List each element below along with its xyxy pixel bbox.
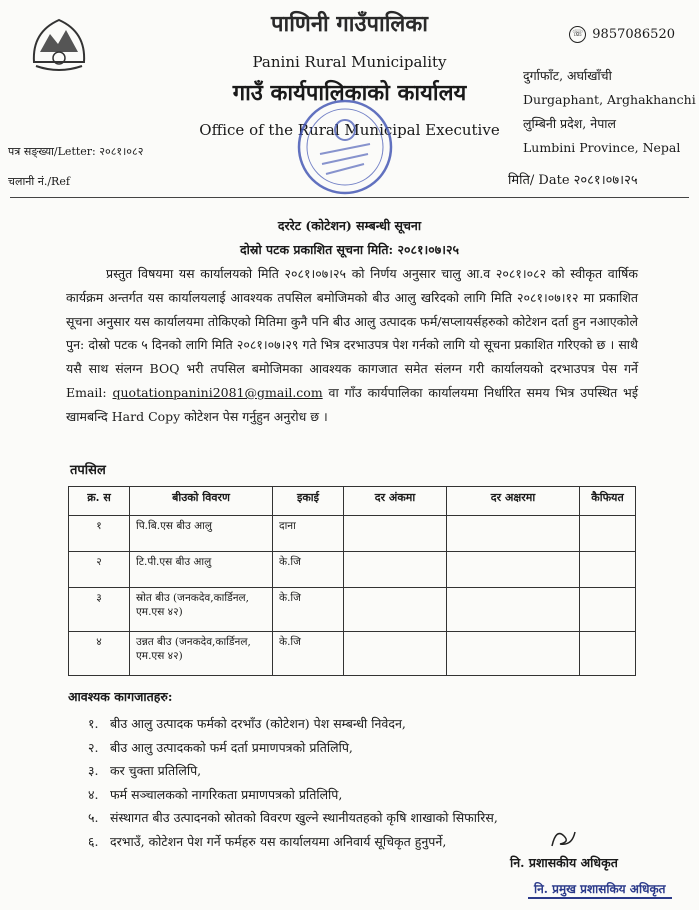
row-rate-figures[interactable] (344, 588, 447, 632)
list-text: फर्म सञ्चालकको नागरिकता प्रमाणपत्रको प्रतिलिपि, (110, 786, 343, 802)
row-rate-words[interactable] (447, 552, 580, 588)
address-line: Lumbini Province, Nepal (523, 140, 681, 155)
col-unit: इकाई (273, 487, 344, 516)
row-rate-figures[interactable] (344, 632, 447, 676)
header-divider (10, 197, 689, 198)
row-description: स्रोत बीउ (जनकदेव,कार्डिनल, एम.एस ४२) (130, 588, 273, 632)
list-number: ३. (88, 763, 99, 778)
signature-mark (548, 826, 578, 852)
row-description: उन्नत बीउ (जनकदेव,कार्डिनल, एम.एस ४२) (130, 632, 273, 676)
row-remarks[interactable] (580, 588, 636, 632)
table-row (69, 588, 636, 632)
list-item (88, 759, 498, 783)
col-rate-words: दर अक्षरमा (447, 487, 580, 516)
row-sn: ४ (69, 632, 130, 676)
phone-icon: ☏ (569, 26, 586, 43)
row-sn: ३ (69, 588, 130, 632)
address-block (523, 64, 696, 160)
list-item (88, 806, 498, 830)
official-stamp (290, 92, 400, 202)
address-line: Durgaphant, Arghakhanchi (523, 92, 696, 107)
list-text: बीउ आलु उत्पादकको फर्म दर्ता प्रमाणपत्रको प्रतिलिपि, (110, 739, 353, 755)
row-unit: के.जि (273, 552, 344, 588)
row-sn: २ (69, 552, 130, 588)
address-line: लुम्बिनी प्रदेश, नेपाल (523, 116, 617, 131)
list-item (88, 783, 498, 807)
row-description: पि.बि.एस बीउ आलु (130, 516, 273, 552)
row-remarks[interactable] (580, 516, 636, 552)
notice-title: दररेट (कोटेशन) सम्बन्धी सूचना (277, 218, 422, 233)
phone-number (569, 26, 675, 43)
required-documents-list (88, 712, 498, 853)
row-rate-figures[interactable] (344, 552, 447, 588)
reference-number: चलानी नं./Ref (8, 175, 70, 188)
municipality-name-np: पाणिनी गाउँपालिका (271, 11, 428, 37)
table-row (69, 552, 636, 588)
municipality-name-en: Panini Rural Municipality (252, 53, 447, 71)
issue-date: मिति/ Date २०८१।०७।२५ (508, 173, 638, 188)
signatory-title: नि. प्रशासकीय अधिकृत (510, 855, 618, 870)
row-remarks[interactable] (580, 552, 636, 588)
list-number: २. (88, 739, 99, 755)
list-text: बीउ आलु उत्पादक फर्मको दरभाँउ (कोटेशन) पेश सम्बन्धी निवेदन, (110, 716, 406, 731)
required-documents-title: आवश्यक कागजातहरु: (68, 689, 173, 704)
table-row (69, 516, 636, 552)
row-unit: दाना (273, 516, 344, 552)
list-item (88, 830, 498, 854)
list-text: संस्थागत बीउ उत्पादनको स्रोतको विवरण खुल्ने स्थानीयतहको कृषि शाखाको सिफारिस, (110, 810, 498, 825)
row-sn: १ (69, 516, 130, 552)
office-name-en: Office of the Rural Municipal Executive (199, 121, 500, 139)
notice-body-text-end: वा गाँउ कार्यपालिका कार्यालयमा निर्धारित समय भित्र उपस्थित भई खामबन्दि Hard Copy कोटेशन पेस गर्नुहुन अनुरोध छ । (66, 384, 638, 424)
table-header-row (69, 487, 636, 516)
row-rate-words[interactable] (447, 516, 580, 552)
list-item (88, 712, 498, 736)
col-sn: क्र. स (69, 487, 130, 516)
office-name-np: गाउँ कार्यपालिकाको कार्यालय (232, 80, 467, 106)
row-unit: के.जि (273, 588, 344, 632)
row-unit: के.जि (273, 632, 344, 676)
letter-number: पत्र सङ्ख्या/Letter: २०८१।०८२ (8, 145, 144, 158)
address-line: दुर्गाफाँट, अर्घाखाँची (523, 68, 612, 83)
notice-subtitle: दोस्रो पटक प्रकाशित सूचना मिति: २०८१।०७।२५ (240, 242, 459, 257)
list-number: १. (88, 716, 99, 731)
schedule-heading: तपसिल (70, 463, 106, 478)
list-item (88, 736, 498, 760)
list-number: ६. (88, 833, 99, 849)
row-remarks[interactable] (580, 632, 636, 676)
list-text: कर चुक्ता प्रतिलिपि, (110, 763, 202, 778)
row-rate-figures[interactable] (344, 516, 447, 552)
row-rate-words[interactable] (447, 632, 580, 676)
phone-text: 9857086520 (592, 27, 675, 42)
list-number: ४. (88, 786, 99, 802)
email-link[interactable]: quotationpanini2081@gmail.com (112, 384, 323, 400)
row-description: टि.पी.एस बीउ आलु (130, 552, 273, 588)
notice-body (66, 262, 638, 429)
col-rate-figures: दर अंकमा (344, 487, 447, 516)
notice-body-text: प्रस्तुत विषयमा यस कार्यालयको मिति २०८१।०७।२५ को निर्णय अनुसार चालु आ.व २०८१।०८२ को स्वीकृत वार्षिक कार्यक्रम अन्तर्गत यस कार्यालयलाई आवश्यक तपसिल बमोजिमको बीउ आलु खरिदको लागि मिति २०८१।०७।१२ मा प्रकाशित सूचना अनुसार यस कार्यालयमा तोकिएको मितिमा कुनै पनि बीउ आलु उत्पादक फर्म/सप्लायर्सहरुको कोटेशन दर्ता हुन नआएकोले पुन: दोस्रो पटक ५ दिनको लागि मिति २०८१।०७।२९ गते भित्र दरभाउपत्र पेश गर्नको लागि यो सूचना प्रकाशित गरिएको छ । साथै यसै साथ संलग्न BOQ भरी तपसिल बमोजिमका आवश्यक कागजात समेत संलग्न गरी कार्यालयको दरभाउपत्र पेस गर्ने Email: (66, 266, 638, 400)
list-text: दरभाउँ, कोटेशन पेश गर्ने फर्महरु यस कार्यालयमा अनिवार्य सूचिकृत हुनुपर्ने, (110, 833, 447, 849)
table-row (69, 632, 636, 676)
col-description: बीउको विवरण (130, 487, 273, 516)
col-remarks: कैफियत (580, 487, 636, 516)
items-table (68, 486, 636, 676)
row-rate-words[interactable] (447, 588, 580, 632)
list-number: ५. (88, 810, 99, 825)
signatory-stamp: नि. प्रमुख प्रशासकिय अधिकृत (528, 880, 672, 899)
